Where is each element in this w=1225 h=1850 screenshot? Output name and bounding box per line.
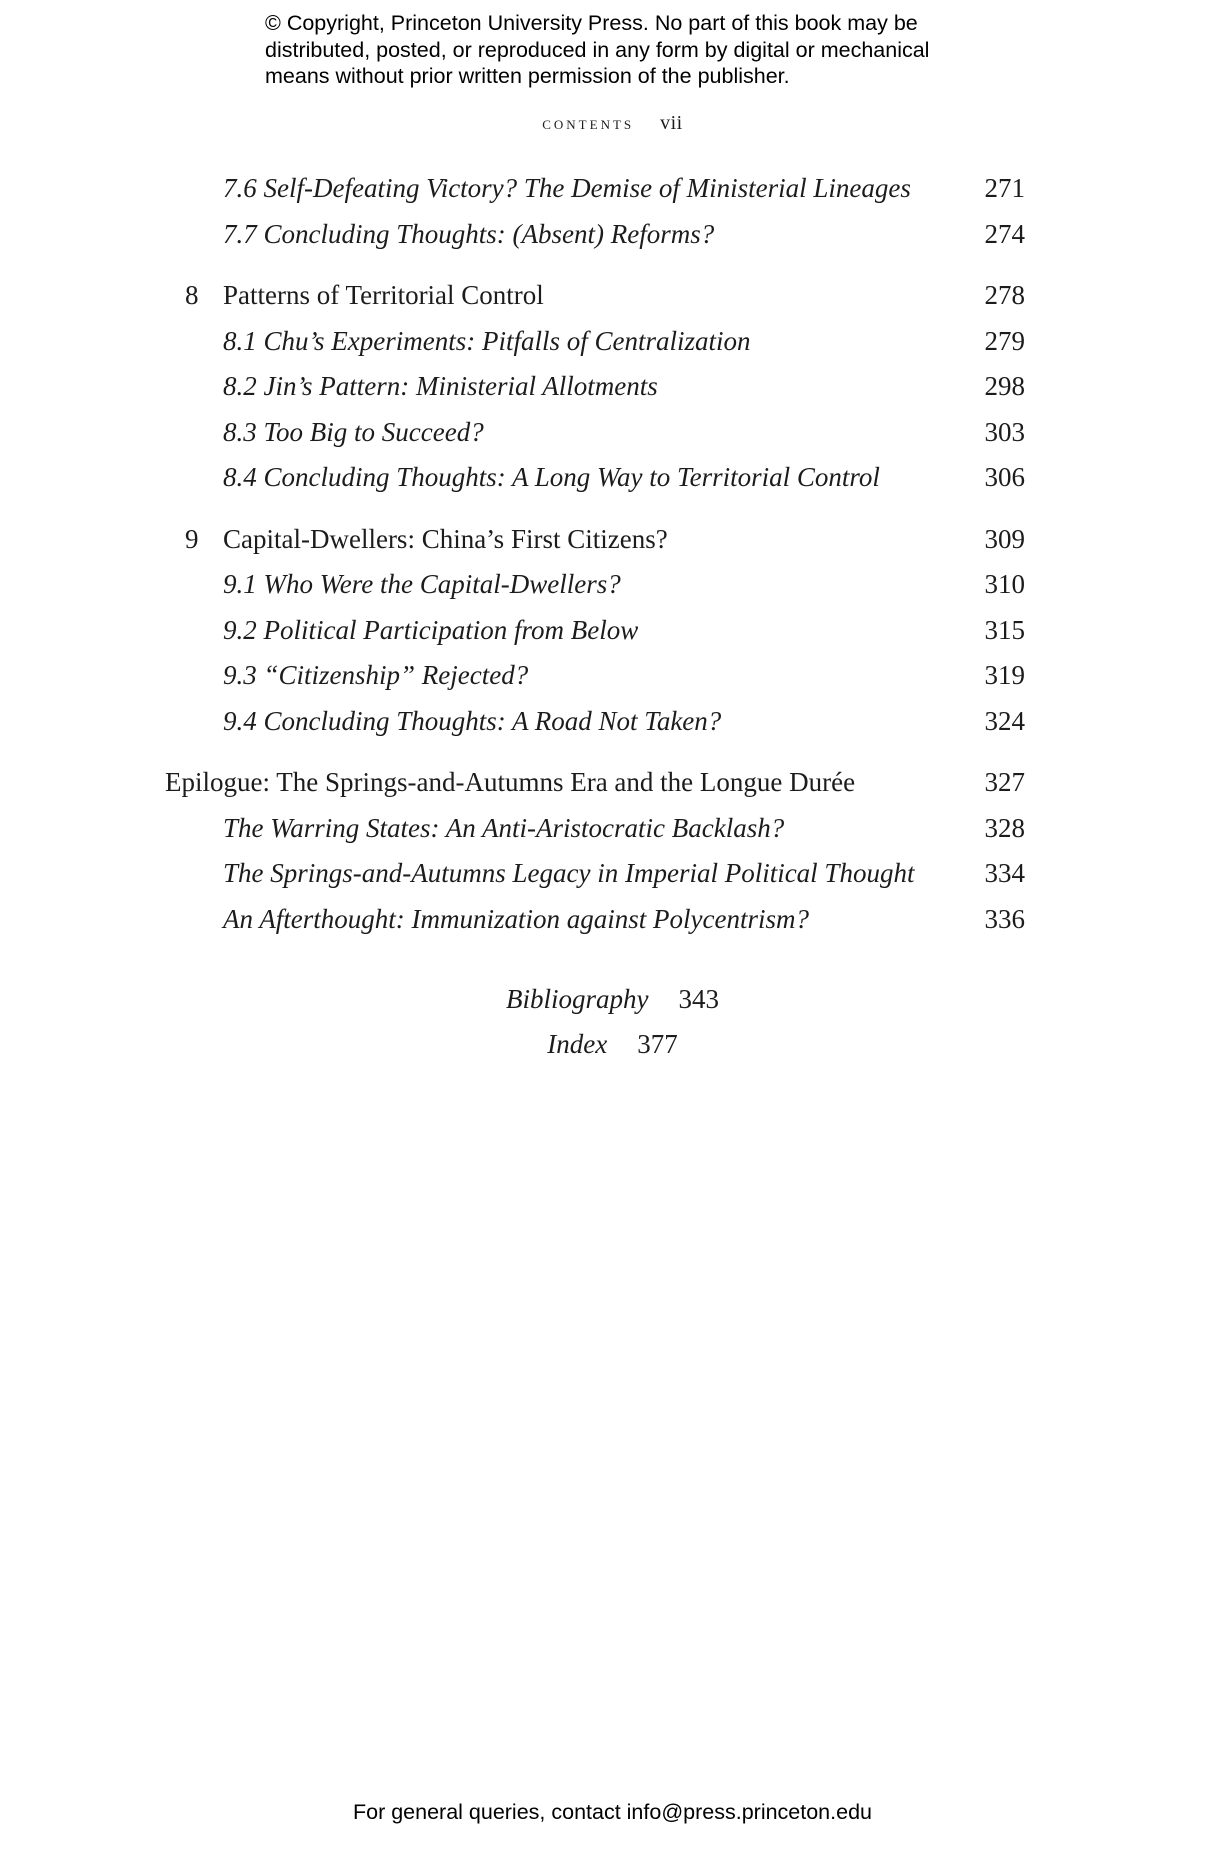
toc-entry-title: 8.2 Jin’s Pattern: Ministerial Allotments	[223, 371, 658, 401]
toc-entry	[0, 701, 1225, 741]
toc-entry-page: 271	[984, 173, 1025, 203]
toc-entry-title: 9.2 Political Participation from Below	[223, 615, 639, 645]
toc-entry-title: 9.1 Who Were the Capital-Dwellers?	[223, 569, 621, 599]
bibliography-page: 343	[678, 984, 719, 1014]
copyright-line: © Copyright, Princeton University Press. No part of this book may be	[265, 11, 918, 35]
index-title: Index	[547, 1029, 608, 1059]
toc-entry-title: 8.3 Too Big to Succeed?	[223, 417, 484, 447]
toc-entry-title: The Springs-and-Autumns Legacy in Imperial Political Thought	[223, 858, 915, 888]
toc-entry	[0, 853, 1225, 893]
toc-epilogue	[0, 762, 1225, 802]
toc-entry-title: 7.7 Concluding Thoughts: (Absent) Reforms?	[223, 219, 715, 249]
bibliography-title: Bibliography	[506, 984, 649, 1014]
toc-entry-page: 315	[984, 615, 1025, 645]
toc-entry	[0, 366, 1225, 406]
toc-entry-page: 278	[984, 280, 1025, 310]
page-folio: vii	[660, 112, 683, 134]
copyright-line: means without prior written permission of the publisher.	[265, 64, 790, 88]
toc-entry-title: The Warring States: An Anti-Aristocratic Backlash?	[223, 813, 785, 843]
toc-index	[0, 1024, 1225, 1064]
toc-entry-title: 9.4 Concluding Thoughts: A Road Not Taken?	[223, 706, 722, 736]
toc-entry-title: 8.1 Chu’s Experiments: Pitfalls of Centralization	[223, 326, 751, 356]
toc-entry-title: 7.6 Self-Defeating Victory? The Demise of Ministerial Lineages	[223, 173, 911, 203]
running-head	[0, 112, 1225, 135]
toc-entry-page: 309	[984, 524, 1025, 554]
chapter-title: Capital-Dwellers: China’s First Citizens?	[223, 524, 668, 554]
toc-entry-page: 336	[984, 904, 1025, 934]
toc-entry	[0, 457, 1225, 497]
toc-entry-page: 279	[984, 326, 1025, 356]
toc-entry-page: 334	[984, 858, 1025, 888]
toc-entry-title: 9.3 “Citizenship” Rejected?	[223, 660, 529, 690]
toc-entry-page: 298	[984, 371, 1025, 401]
toc-entry	[0, 808, 1225, 848]
running-head-label: contents	[542, 113, 635, 134]
copyright-line: distributed, posted, or reproduced in any form by digital or mechanical	[265, 37, 930, 62]
toc-entry-page: 303	[984, 417, 1025, 447]
toc-entry-page: 319	[984, 660, 1025, 690]
toc-entry	[0, 564, 1225, 604]
contact-footer: For general queries, contact info@press.princeton.edu	[352, 1800, 872, 1824]
toc-entry-page: 306	[984, 462, 1025, 492]
toc-chapter	[0, 519, 1225, 559]
chapter-number: 9	[185, 524, 199, 554]
toc-entry	[0, 899, 1225, 939]
toc-entry-page: 310	[984, 569, 1025, 599]
toc-entry-page: 274	[984, 219, 1025, 249]
toc-bibliography	[0, 979, 1225, 1019]
toc-entry-title: An Afterthought: Immunization against Polycentrism?	[223, 904, 809, 934]
toc-entry-page: 328	[984, 813, 1025, 843]
toc-chapter	[0, 275, 1225, 315]
toc-entry	[0, 214, 1225, 254]
chapter-number: 8	[185, 280, 199, 310]
toc-entry	[0, 321, 1225, 361]
chapter-title: Patterns of Territorial Control	[223, 280, 544, 310]
toc-entry-page: 327	[984, 767, 1025, 797]
epilogue-title: Epilogue: The Springs-and-Autumns Era and the Longue Durée	[165, 767, 856, 797]
copyright-notice	[265, 10, 1025, 90]
toc-entry	[0, 168, 1225, 208]
toc-entry-page: 324	[984, 706, 1025, 736]
toc-entry	[0, 412, 1225, 452]
toc-entry	[0, 610, 1225, 650]
toc-entry-title: 8.4 Concluding Thoughts: A Long Way to Territorial Control	[223, 462, 880, 492]
toc-entry	[0, 655, 1225, 695]
index-page: 377	[637, 1029, 678, 1059]
